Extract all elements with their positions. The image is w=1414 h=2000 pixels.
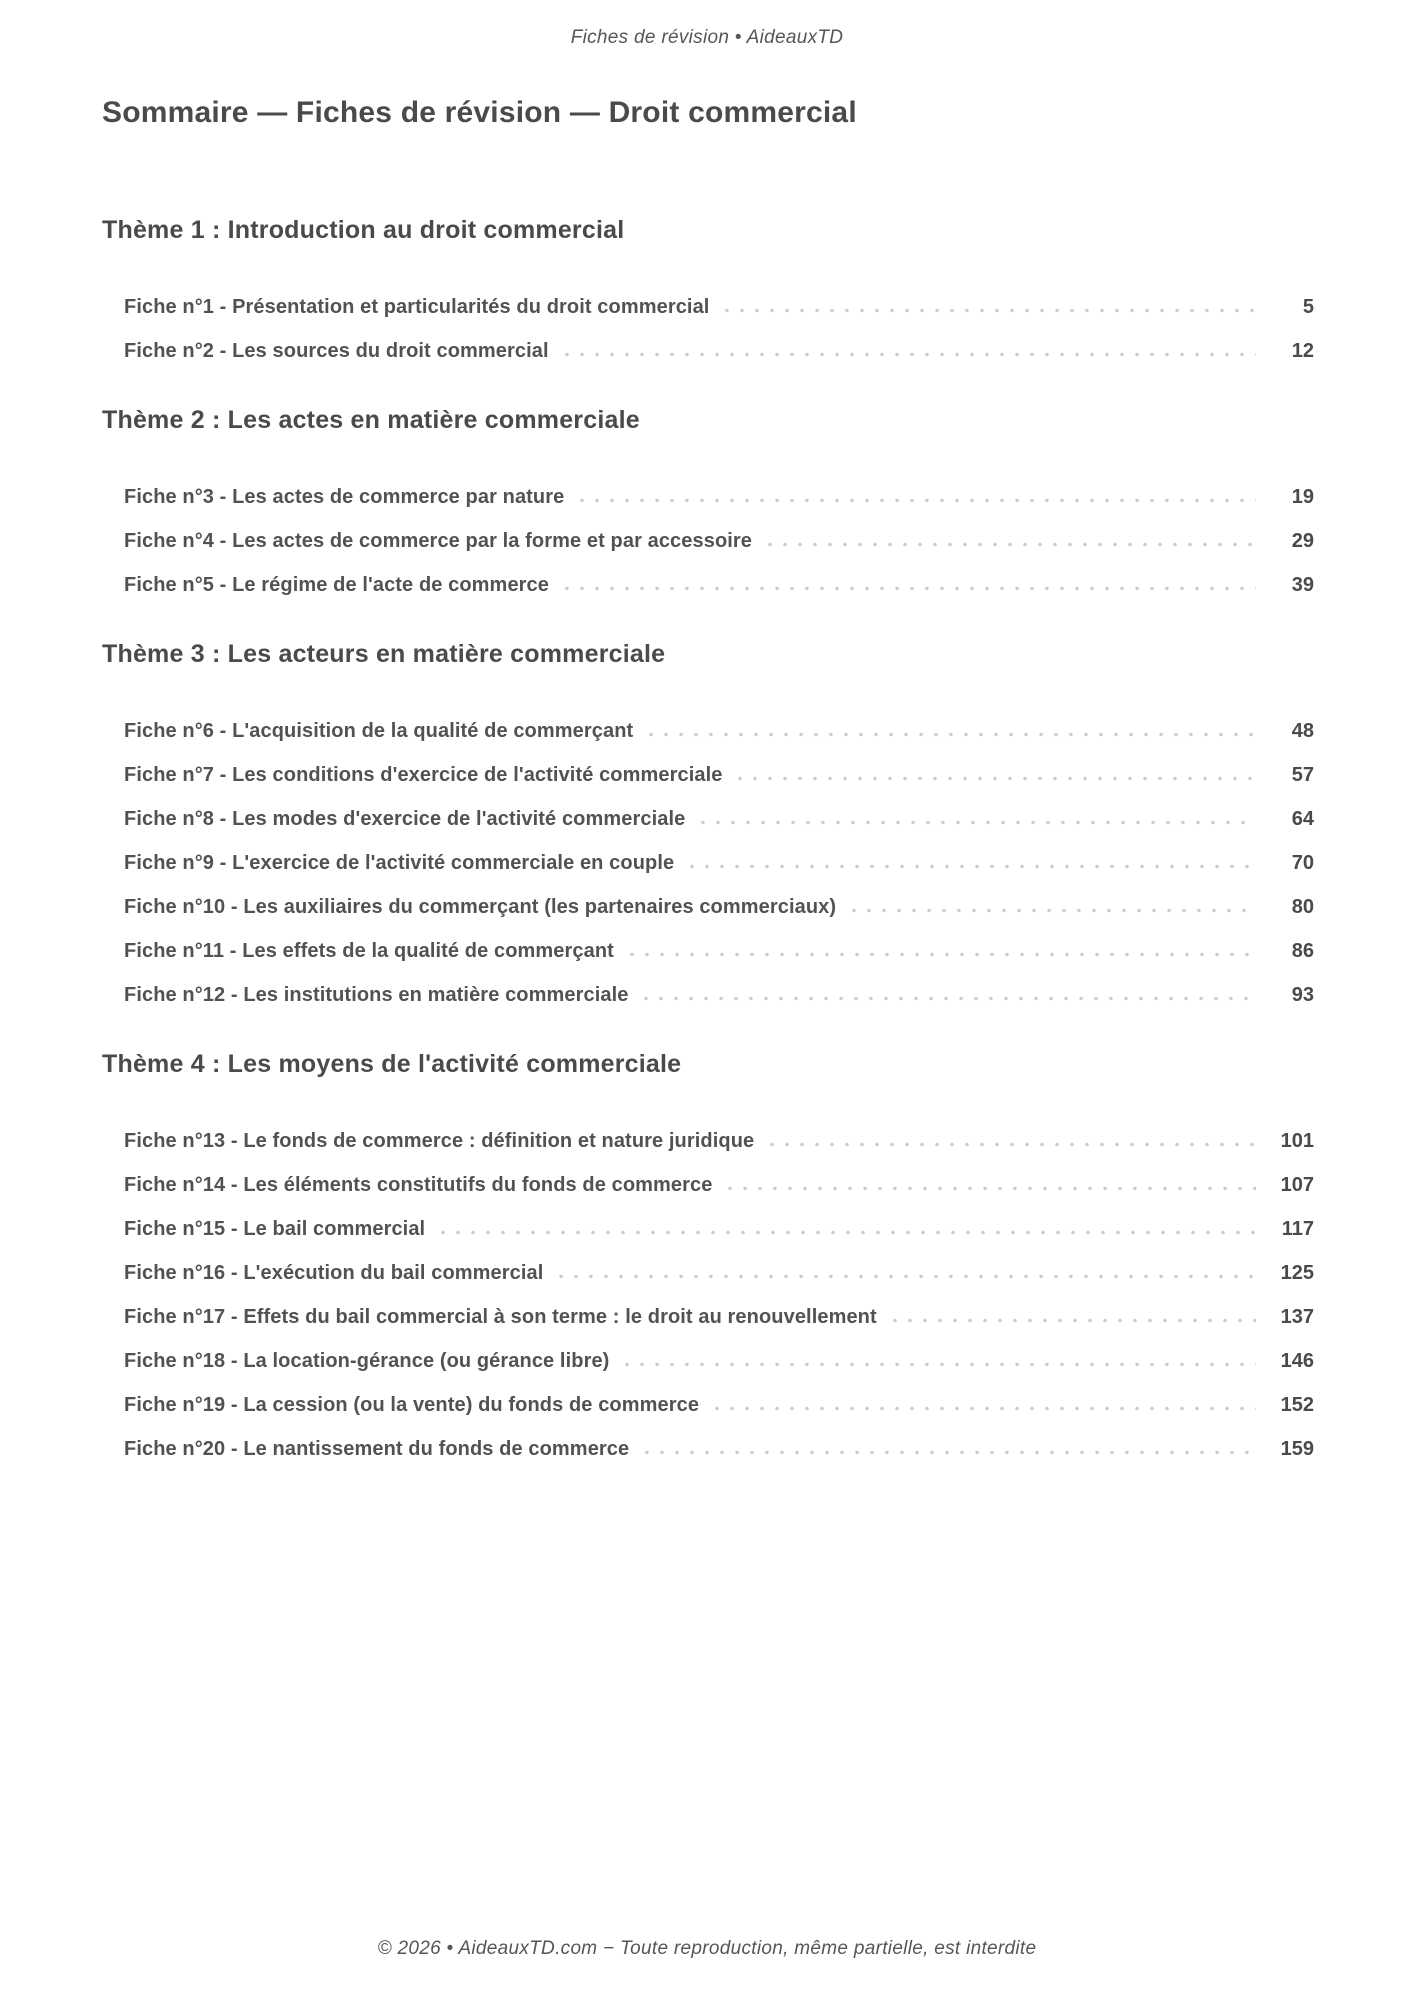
theme-heading: Thème 1 : Introduction au droit commercial xyxy=(102,216,625,244)
dot-leader xyxy=(852,908,1256,913)
running-header: Fiches de révision • AideauxTD xyxy=(570,27,844,48)
toc-content xyxy=(0,93,1414,1463)
toc-entry-page-number: 5 xyxy=(1302,296,1314,318)
toc-entry[interactable] xyxy=(124,893,1314,921)
toc-entry[interactable] xyxy=(124,981,1314,1009)
toc-section xyxy=(102,1047,1314,1463)
toc-entry-page-number: 125 xyxy=(1280,1262,1314,1284)
dot-leader xyxy=(580,498,1256,503)
toc-section xyxy=(102,403,1314,599)
dot-leader xyxy=(630,952,1256,957)
dot-leader xyxy=(690,864,1256,869)
theme-heading: Thème 2 : Les actes en matière commerciale xyxy=(102,406,640,434)
dot-leader xyxy=(625,1362,1256,1367)
toc-entry-page-number: 29 xyxy=(1291,530,1314,552)
toc-entry-page-number: 93 xyxy=(1291,984,1314,1006)
toc-entry-label: Fiche n°10 - Les auxiliaires du commerçant (les partenaires commerciaux) xyxy=(124,896,837,918)
toc-entry-page-number: 159 xyxy=(1280,1438,1314,1460)
toc-entry-page-number: 107 xyxy=(1280,1174,1314,1196)
toc-rows xyxy=(102,717,1314,1009)
page-title: Sommaire — Fiches de révision — Droit commercial xyxy=(102,96,857,129)
toc-entry-page-number: 137 xyxy=(1280,1306,1314,1328)
dot-leader xyxy=(701,820,1256,825)
toc-entry-page-number: 64 xyxy=(1291,808,1314,830)
toc-entry-label: Fiche n°2 - Les sources du droit commercial xyxy=(124,340,549,362)
toc-entry[interactable] xyxy=(124,1259,1314,1287)
toc-entry-label: Fiche n°7 - Les conditions d'exercice de l'activité commerciale xyxy=(124,764,723,786)
toc-entry[interactable] xyxy=(124,571,1314,599)
toc-entry-label: Fiche n°9 - L'exercice de l'activité commerciale en couple xyxy=(124,852,675,874)
toc-entry[interactable] xyxy=(124,805,1314,833)
theme-heading: Thème 4 : Les moyens de l'activité commerciale xyxy=(102,1050,682,1078)
toc-entry-label: Fiche n°17 - Effets du bail commercial à son terme : le droit au renouvellement xyxy=(124,1306,877,1328)
toc-entry-page-number: 39 xyxy=(1291,574,1314,596)
toc-entry[interactable] xyxy=(124,1171,1314,1199)
toc-entry[interactable] xyxy=(124,1215,1314,1243)
toc-entry-page-number: 80 xyxy=(1291,896,1314,918)
toc-entry-label: Fiche n°11 - Les effets de la qualité de commerçant xyxy=(124,940,614,962)
toc-entry-label: Fiche n°1 - Présentation et particularités du droit commercial xyxy=(124,296,710,318)
toc-rows xyxy=(102,293,1314,365)
toc-entry[interactable] xyxy=(124,293,1314,321)
toc-entry-page-number: 101 xyxy=(1280,1130,1314,1152)
dot-leader xyxy=(715,1406,1256,1411)
toc-entry-page-number: 117 xyxy=(1281,1218,1314,1240)
toc-entry-label: Fiche n°6 - L'acquisition de la qualité de commerçant xyxy=(124,720,634,742)
toc-rows xyxy=(102,1127,1314,1463)
toc-entry-label: Fiche n°18 - La location-gérance (ou gérance libre) xyxy=(124,1350,610,1372)
theme-heading: Thème 3 : Les acteurs en matière commerciale xyxy=(102,640,666,668)
toc-entry[interactable] xyxy=(124,717,1314,745)
toc-entry[interactable] xyxy=(124,937,1314,965)
dot-leader xyxy=(565,586,1256,591)
toc-entry-label: Fiche n°3 - Les actes de commerce par nature xyxy=(124,486,565,508)
toc-entry-page-number: 86 xyxy=(1291,940,1314,962)
toc-entry[interactable] xyxy=(124,1303,1314,1331)
toc-entry-page-number: 48 xyxy=(1291,720,1314,742)
toc-entry-label: Fiche n°4 - Les actes de commerce par la forme et par accessoire xyxy=(124,530,753,552)
dot-leader xyxy=(441,1230,1256,1235)
dot-leader xyxy=(738,776,1256,781)
dot-leader xyxy=(645,1450,1256,1455)
toc-rows xyxy=(102,483,1314,599)
toc-entry[interactable] xyxy=(124,527,1314,555)
toc-entry[interactable] xyxy=(124,1347,1314,1375)
toc-entry-label: Fiche n°14 - Les éléments constitutifs du fonds de commerce xyxy=(124,1174,713,1196)
toc xyxy=(102,213,1314,1463)
toc-entry[interactable] xyxy=(124,483,1314,511)
toc-entry-label: Fiche n°15 - Le bail commercial xyxy=(124,1218,426,1240)
toc-entry-page-number: 70 xyxy=(1291,852,1314,874)
copyright-footer: © 2026 • AideauxTD.com − Toute reproduction, même partielle, est interdite xyxy=(377,1938,1037,1959)
toc-entry-label: Fiche n°8 - Les modes d'exercice de l'activité commerciale xyxy=(124,808,686,830)
toc-entry-label: Fiche n°12 - Les institutions en matière commerciale xyxy=(124,984,629,1006)
dot-leader xyxy=(644,996,1256,1001)
toc-entry[interactable] xyxy=(124,337,1314,365)
dot-leader xyxy=(725,308,1256,313)
dot-leader xyxy=(893,1318,1256,1323)
toc-entry-page-number: 146 xyxy=(1280,1350,1314,1372)
dot-leader xyxy=(559,1274,1256,1279)
toc-entry[interactable] xyxy=(124,1127,1314,1155)
dot-leader xyxy=(770,1142,1256,1147)
toc-entry[interactable] xyxy=(124,1391,1314,1419)
toc-entry[interactable] xyxy=(124,849,1314,877)
dot-leader xyxy=(768,542,1256,547)
dot-leader xyxy=(728,1186,1256,1191)
toc-entry-page-number: 57 xyxy=(1291,764,1314,786)
dot-leader xyxy=(565,352,1256,357)
toc-entry-label: Fiche n°19 - La cession (ou la vente) du fonds de commerce xyxy=(124,1394,700,1416)
dot-leader xyxy=(649,732,1256,737)
toc-entry-page-number: 19 xyxy=(1291,486,1314,508)
toc-entry-label: Fiche n°13 - Le fonds de commerce : définition et nature juridique xyxy=(124,1130,755,1152)
toc-section xyxy=(102,213,1314,365)
toc-entry-page-number: 12 xyxy=(1291,340,1314,362)
toc-entry-label: Fiche n°16 - L'exécution du bail commercial xyxy=(124,1262,544,1284)
toc-entry[interactable] xyxy=(124,1435,1314,1463)
toc-entry-label: Fiche n°5 - Le régime de l'acte de commerce xyxy=(124,574,549,596)
toc-section xyxy=(102,637,1314,1009)
toc-entry[interactable] xyxy=(124,761,1314,789)
toc-entry-label: Fiche n°20 - Le nantissement du fonds de commerce xyxy=(124,1438,630,1460)
toc-entry-page-number: 152 xyxy=(1280,1394,1314,1416)
